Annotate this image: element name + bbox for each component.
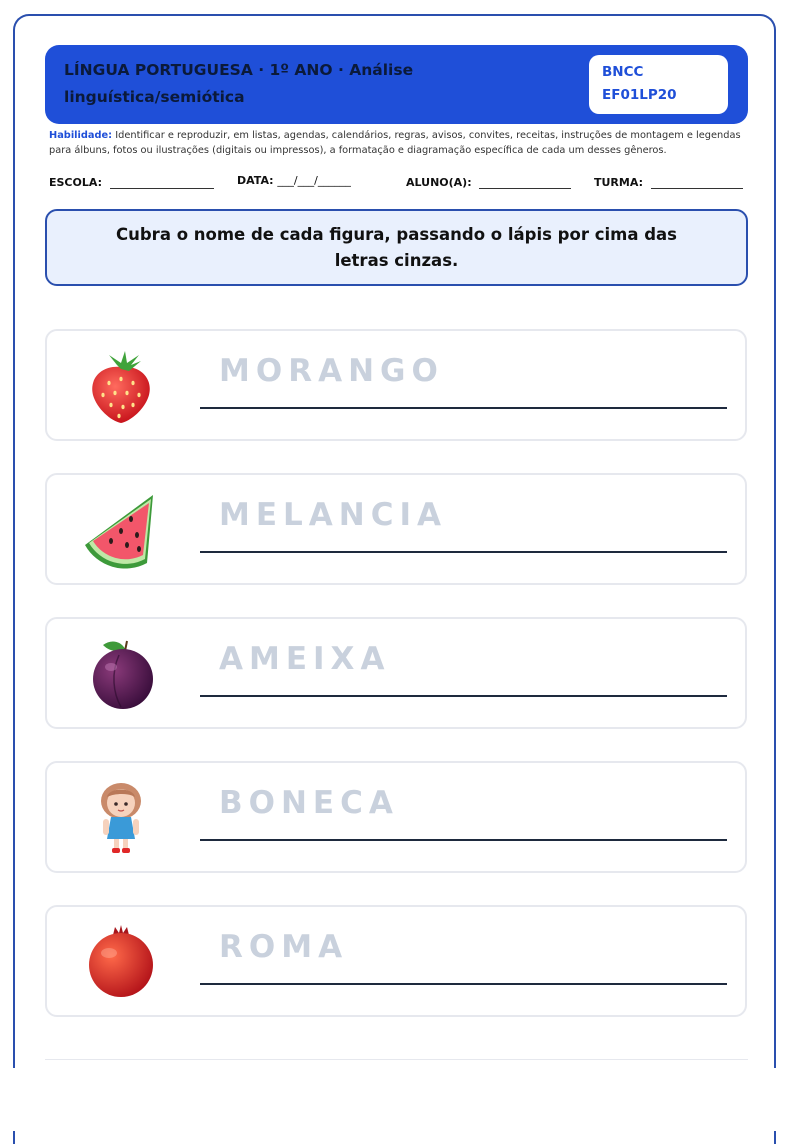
turma-line bbox=[651, 174, 743, 189]
escola-field[interactable] bbox=[49, 174, 214, 189]
instruction-box bbox=[45, 209, 748, 286]
aluno-line bbox=[479, 174, 571, 189]
aluno-field[interactable] bbox=[406, 174, 571, 189]
trace-word: ROMA bbox=[219, 929, 349, 965]
turma-field[interactable] bbox=[594, 174, 743, 189]
item-card-boneca bbox=[45, 761, 747, 873]
plum-icon bbox=[81, 633, 161, 713]
trace-word: MORANGO bbox=[219, 353, 444, 389]
data-field[interactable] bbox=[237, 174, 351, 187]
trace-word: AMEIXA bbox=[219, 641, 391, 677]
page-title: LÍNGUA PORTUGUESA · 1º ANO · Análise linguística/semiótica bbox=[64, 61, 414, 106]
data-label: DATA: bbox=[237, 174, 274, 187]
strawberry-icon bbox=[81, 345, 161, 425]
aluno-label: ALUNO(A): bbox=[406, 176, 472, 189]
doll-icon bbox=[81, 777, 161, 857]
habilidade-description: Identificar e reproduzir, em listas, agendas, calendários, regras, avisos, convites, receitas, instruções de montagem e legendas para álbuns, fotos ou ilustrações (digitais ou impressos), a formatação e diagramação específica de cada um desses gêneros. bbox=[49, 130, 741, 156]
item-card-roma bbox=[45, 905, 747, 1017]
page-cutoff bbox=[0, 1068, 791, 1131]
habilidade-label: Habilidade: bbox=[49, 130, 113, 141]
instruction-text: Cubra o nome de cada figura, passando o lápis por cima das letras cinzas. bbox=[116, 224, 677, 270]
bncc-code: EF01LP20 bbox=[602, 87, 677, 103]
bncc-label: BNCC bbox=[602, 64, 644, 80]
watermelon-icon bbox=[81, 489, 161, 569]
habilidade-text bbox=[49, 128, 749, 158]
turma-label: TURMA: bbox=[594, 176, 643, 189]
writing-line[interactable] bbox=[200, 839, 727, 841]
pomegranate-icon bbox=[81, 921, 161, 1001]
item-card-melancia bbox=[45, 473, 747, 585]
escola-line bbox=[110, 174, 214, 189]
item-card-morango bbox=[45, 329, 747, 441]
writing-line[interactable] bbox=[200, 695, 727, 697]
footer-divider bbox=[45, 1059, 748, 1060]
trace-word: BONECA bbox=[219, 785, 399, 821]
header-banner bbox=[45, 45, 748, 124]
item-card-ameixa bbox=[45, 617, 747, 729]
data-blank: ___/___/______ bbox=[277, 174, 351, 187]
writing-line[interactable] bbox=[200, 407, 727, 409]
student-fields bbox=[49, 174, 749, 196]
trace-word: MELANCIA bbox=[219, 497, 447, 533]
writing-line[interactable] bbox=[200, 983, 727, 985]
escola-label: ESCOLA: bbox=[49, 176, 102, 189]
bncc-badge bbox=[589, 55, 728, 114]
writing-line[interactable] bbox=[200, 551, 727, 553]
